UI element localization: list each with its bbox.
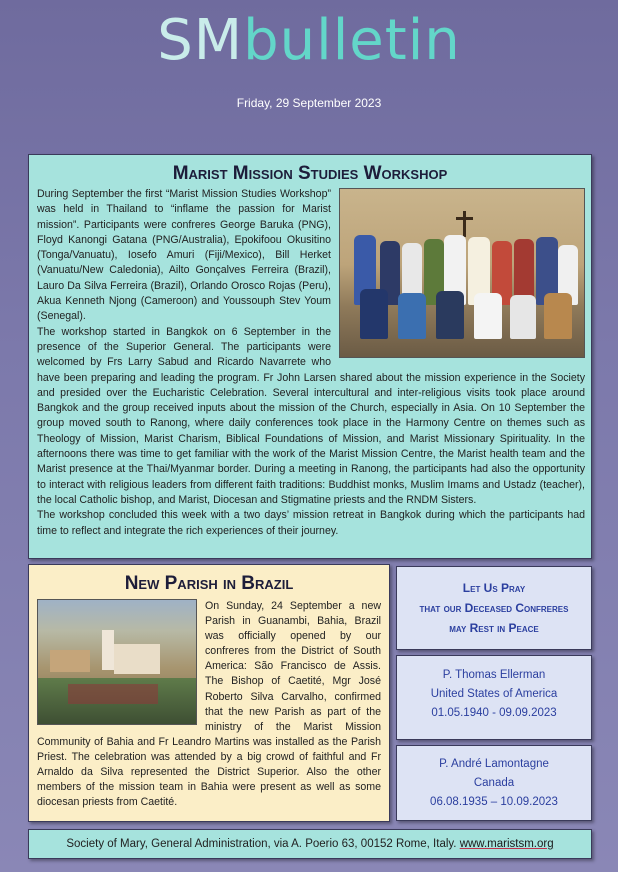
deceased-card-2 [396, 745, 592, 821]
prayer-line-3: may Rest in Peace [449, 621, 539, 635]
prayer-line-1: Let Us Pray [462, 581, 526, 595]
parish-article [28, 564, 390, 822]
prayer-box [396, 566, 592, 650]
footer-address: Society of Mary, General Administration, via A. Poerio 63, 00152 Rome, Italy. [66, 838, 457, 850]
crucifix-bar-shape [456, 217, 473, 220]
workshop-paragraph-1: During September the first “Marist Mission Studies Workshop” was held in Thailand to “inflame the passion for Marist mission”. Participants were confreres George Baruka (PNG), Floyd Kanongi Gatana (PNG/Australia), Epokifoou Okusitino (Tonga/Vanuatu), Iosefo Amuri (Fiji/Mexico), Bill Herket (Vanuatu/New Caledonia), Ailto Gonçalves Ferreira (Brazil), Lauro Da Silva Ferreira (Brazil), Orlando Orosco Rojas (Peru), Akua Kenneth Njong (Cameroon) and Youssouph Stev Youm (Senegal). [37, 188, 331, 323]
deceased-country: United States of America [430, 688, 558, 700]
workshop-paragraph-2: The workshop started in Bangkok on 6 September in the presence of the Superior General. The participants were welcomed by Frs Larry Sabud and Ricardo Navarrete who have been preparing and leading the program. Fr John Larsen shared about the mission experience in the Society and presided over the Eucharistic Celebration. Several intercultural and inter-religious visits took place around Bangkok and the group received inputs about the mission of the Church, especially in Asia. On 10 September the group moved south to Ranong, where daily conferences took place in the Harmony Centre on themes such as Theology of Mission, Marist Charism, Biblical Foundations of Mission, and Marist Missionary Spirituality. In the afternoons there was time to get familiar with the work of the Marist Mission Centre, the Marist health team and the Marist presence at the Thai/Myanmar border. During a meeting in Ranong, the participants had also the opportunity to interact with religious leaders from different faith traditions: Buddhist monks, Muslim Imams and Ustadz (teacher), the local Catholic bishop, and Marist, Diocesan and Stigmatine priests and the RNDM Sisters. [37, 325, 585, 506]
deceased-name: P. Thomas Ellerman [442, 669, 546, 681]
deceased-dates: 01.05.1940 - 09.09.2023 [431, 707, 557, 719]
deceased-dates: 06.08.1935 – 10.09.2023 [430, 796, 558, 808]
prayer-line-2: that our Deceased Confreres [419, 601, 569, 615]
parish-body [37, 599, 381, 810]
issue-date: Friday, 29 September 2023 [236, 96, 382, 110]
parish-aerial-photo [37, 599, 197, 725]
workshop-article [28, 154, 592, 559]
masthead-title [0, 8, 618, 73]
workshop-title: Marist Mission Studies Workshop [172, 163, 448, 184]
deceased-card-1 [396, 655, 592, 740]
footer [28, 829, 592, 859]
workshop-body [37, 187, 585, 539]
deceased-name: P. André Lamontagne [439, 758, 549, 770]
workshop-group-photo [339, 188, 585, 358]
parish-title: New Parish in Brazil [124, 573, 294, 594]
parish-text: On Sunday, 24 September a new Parish in Guanambi, Bahia, Brazil was officially opened by our confreres from the District of South America: São Francisco de Assis. The Bishop of Caetité, Mgr José Roberto Silva Carvalho, confirmed that the new Parish as part of the ministry of the Marist Mission Community of Bahia and Fr Leandro Martins was installed as the Parish Priest. The celebration was attended by a big crowd of faithful and Fr Arnaldo da Silva represented the District Superior. Also the other members of the mission team in Bahia were present as well as some diocesan priests from Caetité. [37, 600, 381, 809]
crucifix-shape [463, 211, 466, 237]
masthead-sm: SM [157, 8, 244, 73]
deceased-country: Canada [473, 777, 515, 789]
workshop-paragraph-3: The workshop concluded this week with a two days’ mission retreat in Bangkok during which the participants had time to reflect and integrate the rich experiences of their journey. [37, 509, 585, 537]
website-link[interactable]: www.maristsm.org [459, 838, 554, 850]
masthead-bulletin: bulletin [243, 8, 461, 73]
